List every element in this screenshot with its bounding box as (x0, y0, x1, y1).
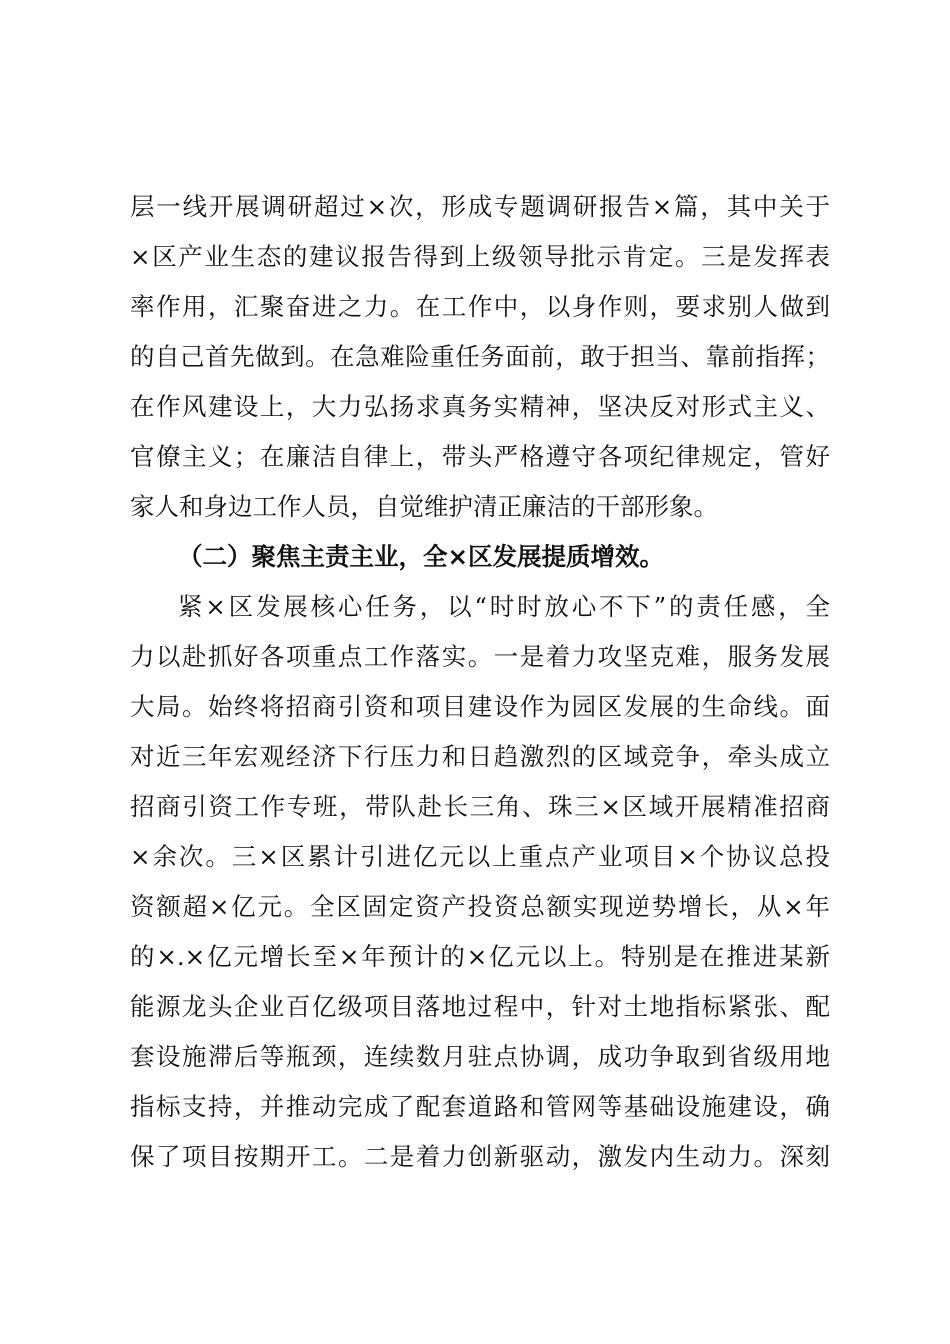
text-line: 保了项目按期开工。二是着力创新驱动，激发内生动力。深刻 (130, 1142, 830, 1171)
text-line: ×区产业生态的建议报告得到上级领导批示肯定。三是发挥表 (130, 242, 830, 271)
paragraph-2 (130, 582, 830, 1182)
text-line: 在作风建设上，大力弘扬求真务实精神，坚决反对形式主义、 (130, 392, 830, 421)
text-line: 率作用，汇聚奋进之力。在工作中，以身作则，要求别人做到 (130, 292, 830, 321)
text-line: 的自己首先做到。在急难险重任务面前，敢于担当、靠前指挥； (130, 342, 830, 371)
text-line: 家人和身边工作人员，自觉维护清正廉洁的干部形象。 (130, 492, 718, 521)
section-heading: （二）聚焦主责主业，全×区发展提质增效。 (178, 542, 665, 571)
text-line: 力以赴抓好各项重点工作落实。一是着力攻坚克难，服务发展 (130, 642, 830, 671)
text-line: 套设施滞后等瓶颈，连续数月驻点协调，成功争取到省级用地 (130, 1042, 830, 1071)
text-line: 对近三年宏观经济下行压力和日趋激烈的区域竞争，牵头成立 (130, 742, 830, 771)
text-line: 大局。始终将招商引资和项目建设作为园区发展的生命线。面 (130, 692, 830, 721)
text-line: 紧×区发展核心任务，以“时时放心不下”的责任感，全 (178, 592, 830, 621)
document-body (130, 182, 830, 1182)
text-line: 招商引资工作专班，带队赴长三角、珠三×区域开展精准招商 (130, 792, 830, 821)
paragraph-1 (130, 182, 830, 532)
text-line: ×余次。三×区累计引进亿元以上重点产业项目×个协议总投 (130, 842, 830, 871)
text-line: 官僚主义；在廉洁自律上，带头严格遵守各项纪律规定，管好 (130, 442, 830, 471)
text-line: 的×.×亿元增长至×年预计的×亿元以上。特别是在推进某新 (130, 942, 830, 971)
text-line: 层一线开展调研超过×次，形成专题调研报告×篇，其中关于 (130, 192, 830, 221)
text-line: 资额超×亿元。全区固定资产投资总额实现逆势增长，从×年 (130, 892, 830, 921)
text-line: 能源龙头企业百亿级项目落地过程中，针对土地指标紧张、配 (130, 992, 830, 1021)
text-line: 指标支持，并推动完成了配套道路和管网等基础设施建设，确 (130, 1092, 830, 1121)
